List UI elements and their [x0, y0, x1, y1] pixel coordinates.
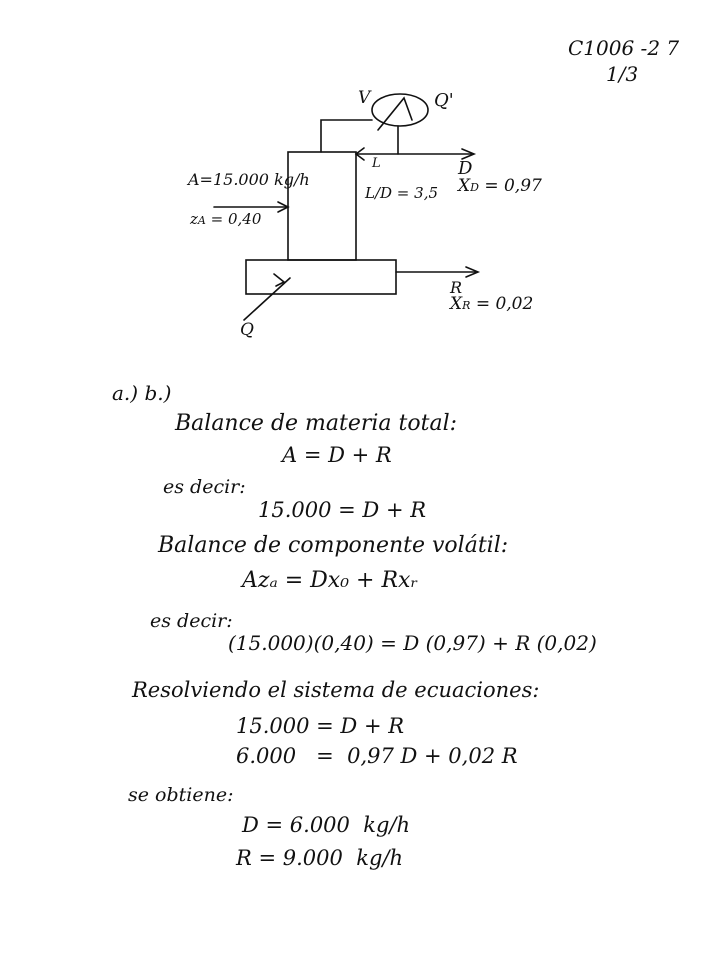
- distillate-composition: XD = 0,97: [458, 176, 542, 196]
- equation-component: Azₐ = Dx₀ + Rxᵣ: [242, 568, 419, 593]
- es-decir-2: es decir:: [150, 610, 233, 632]
- solving-heading: Resolviendo el sistema de ecuaciones:: [132, 678, 540, 702]
- reboiler: [246, 260, 396, 294]
- equation-component-numeric: (15.000)(0,40) = D (0,97) + R (0,02): [228, 631, 597, 655]
- equation-total-numeric: 15.000 = D + R: [258, 498, 427, 522]
- bottoms-label: R: [450, 278, 463, 297]
- feed-composition: zA = 0,40: [190, 210, 262, 228]
- result-bottoms: R = 9.000 kg/h: [236, 846, 403, 870]
- component-balance-heading: Balance de componente volátil:: [158, 533, 509, 558]
- system-equation-2: 6.000 = 0,97 D + 0,02 R: [236, 744, 518, 768]
- condenser: [372, 94, 428, 126]
- document-code: C1006 -2 7: [568, 36, 680, 60]
- heat-line: [244, 278, 290, 320]
- feed-rate: A=15.000 kg/h: [188, 170, 310, 189]
- condenser-heat-label: Q': [434, 90, 454, 111]
- vapor-label: V: [358, 88, 371, 108]
- reflux-ratio: L/D = 3,5: [365, 184, 439, 202]
- section-label: a.) b.): [112, 381, 172, 405]
- system-equation-1: 15.000 = D + R: [236, 714, 405, 738]
- column-body: [288, 152, 356, 260]
- reflux-label: L: [372, 156, 381, 171]
- es-decir-1: es decir:: [163, 476, 246, 498]
- bottoms-composition: XR = 0,02: [450, 294, 534, 314]
- result-heading: se obtiene:: [128, 784, 234, 806]
- reboiler-heat-label: Q: [240, 320, 254, 340]
- distillate-label: D: [458, 158, 473, 179]
- total-balance-heading: Balance de materia total:: [175, 411, 458, 436]
- result-distillate: D = 6.000 kg/h: [242, 813, 411, 837]
- page-number: 1/3: [606, 62, 639, 86]
- equation-total: A = D + R: [282, 443, 392, 467]
- vapor-line: [321, 120, 372, 152]
